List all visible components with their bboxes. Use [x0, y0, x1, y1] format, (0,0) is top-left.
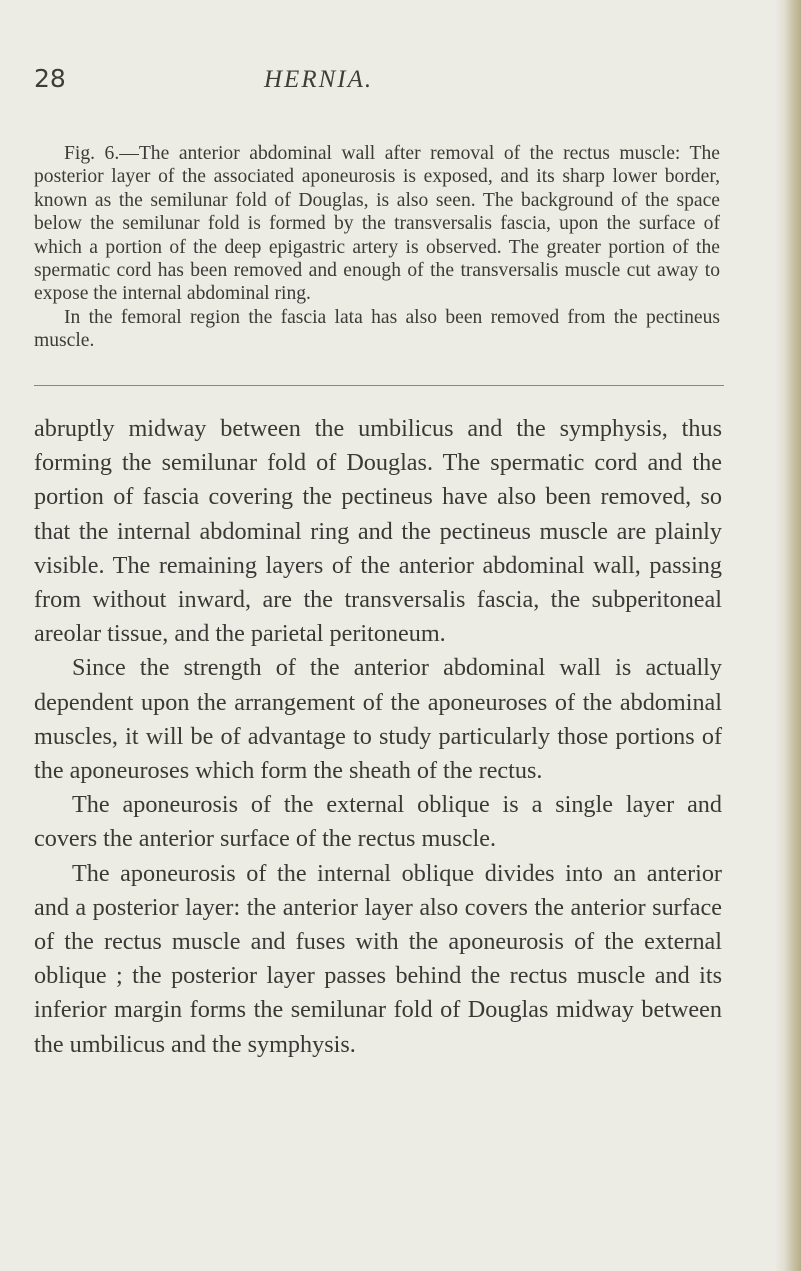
caption-paragraph: In the femoral region the fascia lata has also been removed from the pectineus muscle.: [34, 306, 720, 352]
body-paragraph: The aponeurosis of the external oblique is a single layer and covers the anterior surface of the rectus muscle.: [34, 791, 722, 853]
page-header: [34, 64, 721, 100]
body-text: [34, 412, 722, 1062]
body-paragraph: abruptly midway between the umbilicus and the symphysis, thus forming the semilunar fold of Douglas. The spermatic cord and the portion of fascia covering the pectineus have also been removed, so that the internal abdominal ring and the pectineus muscle are plainly visible. The remaining layers of the anterior abdominal wall, passing from without inward, are the transversalis fascia, the subperitoneal areolar tissue, and the parietal peritoneum.: [34, 415, 722, 648]
running-title: HERNIA.: [264, 66, 374, 93]
page-number: 28: [34, 64, 66, 93]
caption-paragraph: Fig. 6.—The anterior abdominal wall after removal of the rectus muscle: The posterior layer of the associated aponeurosis is exposed, and its sharp lower border, known as the semilunar fold of Douglas, is also seen. The background of the space below the semilunar fold is formed by the transversalis fascia, upon the surface of which a portion of the deep epigastric artery is observed. The greater portion of the spermatic cord has been removed and enough of the transversalis muscle cut away to expose the internal abdominal ring.: [34, 143, 720, 305]
body-paragraph: Since the strength of the anterior abdominal wall is actually dependent upon the arrangement of the aponeuroses of the abdominal muscles, it will be of advantage to study particularly those portions of the aponeuroses which form the sheath of the rectus.: [34, 654, 722, 785]
page-edge-shadow: [775, 0, 801, 1271]
body-paragraph: The aponeurosis of the internal oblique divides into an anterior and a posterior layer: the anterior layer also covers the anterior surface of the rectus muscle and fuses with the aponeurosis of the external oblique ; the posterior layer passes behind the rectus muscle and its inferior margin forms the semilunar fold of Douglas midway between the umbilicus and the symphysis.: [34, 859, 722, 1058]
figure-caption: [34, 142, 720, 353]
caption-divider: [34, 385, 724, 386]
